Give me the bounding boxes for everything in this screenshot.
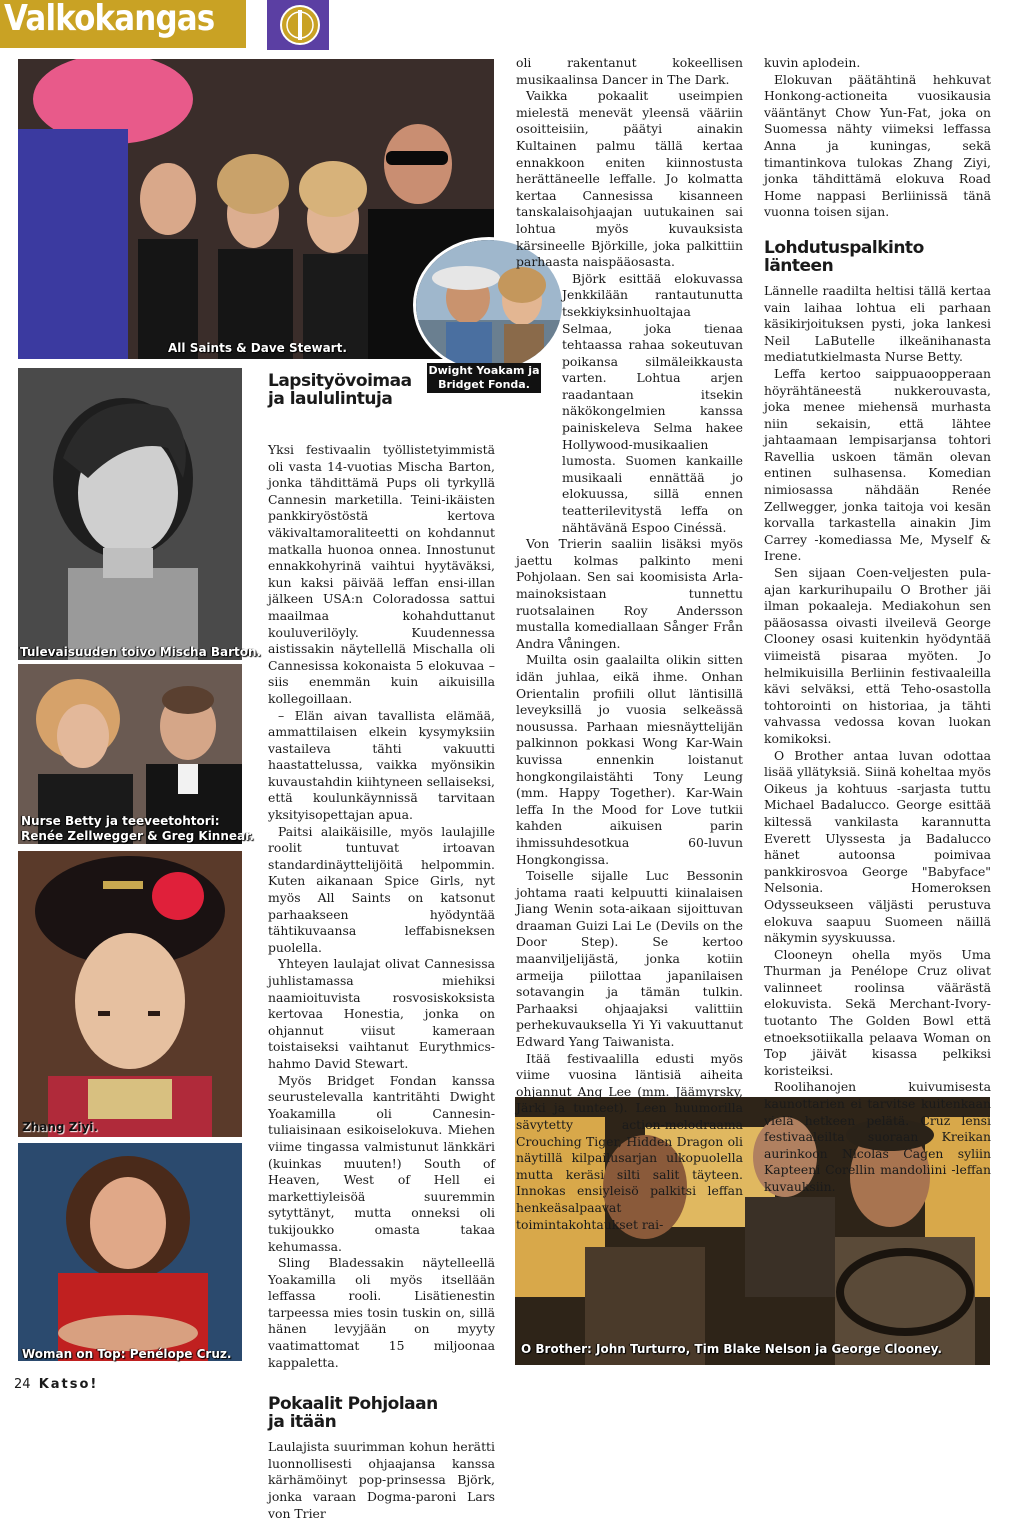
paragraph: Clooneyn ohella myös Uma Thurman ja Penélope Cruz olivat valinneet roolinsa väärästä elokuvista. Sekä Merchant-Ivory-tuotanto The Golden Bowl että etnoeksotiikalla pelaava Woman on Top jäivät kisassa pelkiksi koristeiksi. — [764, 946, 991, 1078]
photo-zhang-ziyi — [18, 851, 242, 1137]
heading-lohdutuspalkinto: Lohdutuspalkinto länteen — [764, 237, 924, 276]
paragraph: Sen sijaan Coen-veljesten pula-ajan karkurihupailu O Brother jäi ilman pokaaleja. Mediakohun sen pääosassa oivasti ilveilevä George Clooney osasi kuitenkin hyödyntää viimeistä pisaraa myöten. Jo helmikuisilla Berliinin festivaaleilla kävi selväksi, että Teho-osastolla tohtorointi on historiaa, ja tähti vahvassa vedossa kovan luokan komikoksi. — [764, 565, 991, 746]
paragraph: kuvin aplodein. — [764, 55, 861, 70]
page-number: 24 — [14, 1377, 31, 1392]
caption-all-saints: All Saints & Dave Stewart. — [168, 341, 347, 355]
paragraph: Muilta osin gaalailta olikin sitten idän juhlaa, eikä ihme. Onhan Orientalin profiili ollut läntisillä leveyksillä jo vuosia selkeässä nousussa. Parhaan miesnäyttelijän palkinnon pokkasi Wong Kar-Wain kuvissa ennenkin loistanut hongkongilaistähti Tony Leung (mm. Happy Together). Kar-Wain leffa In the Mood for Love tutkii kahden aikuisen parin ihmissuhdesotkua 60-luvun Hongkongissa. — [516, 652, 743, 867]
paragraph: Björk esittää elokuvassa Jenkkilään rantautunutta tsekkiyksinhuoltajaa Selmaa, joka tienaa tehtaassa rahaa sokeutuvan poikansa silmäleikkausta varten. Lohtua arjen raadantaan itsekin näkökongelmien kanssa painiskeleva Selma hakee Hollywood-musikaalien lumosta. Suomen kankaille musikaali ennättää jo elokuussa, sillä ennen teatterilevitystä leffa on nähtävänä Espoo Cinéssä. — [562, 270, 743, 535]
paragraph: Sling Bladessakin näytelleellä Yoakamilla oli myös itsellään leffassa rooli. Lisätienestin tarpeessa mies tosin tuskin on, sillä hänen levyjään on myyty vaatimattomat 15 miljoonaa kappaletta. — [268, 1255, 495, 1370]
caption-penelope-cruz: Woman on Top: Penélope Cruz. — [22, 1347, 232, 1361]
caption-mischa-barton: Tulevaisuuden toivo Mischa Barton. — [20, 645, 262, 659]
caption-nurse-betty — [21, 814, 254, 844]
column-1 — [268, 372, 495, 1522]
magazine-brand: Katso! — [38, 1377, 99, 1392]
heading-lapsityovoimaa: Lapsityövoimaa ja laululintuja — [268, 371, 412, 409]
paragraph: O Brother antaa luvan odottaa lisää yllätyksiä. Siinä koheltaa myös Oikeus ja kohtuus -sarjasta tuttu Michael Badalucco. George esittää kiltessä vankilasta karannutta Everett Ulyssesta ja Badalucco hänet autoonsa poimivaa pankkirosvoa George "Babyface" Nelsonia. Homeroksen Odysseukseen väljästi perustuva elokuva saapuu Suomeen näillä näkymin syyskuussa. — [764, 747, 991, 946]
paragraph: Roolihanojen kuivumisesta kaunottarien ei tarvitse kuitenkaan vielä hetkeen pelätä. Cruz lensi festivaaleilta suoraan Kreikan aurinkoon Nicolas Cagen syliin Kapteeni Corellin mandoliini -leffan kuvauksiin. — [764, 1079, 991, 1194]
column-3 — [764, 55, 991, 1196]
paragraph: Myös Bridget Fondan kanssa seurustelevalla kantritähti Dwight Yoakamilla oli Cannesin-tuliaisinaan esikoiselokuva. Miehen viime tingassa valmistunut länkkäri (kuinkas muuten!) South of Heaven, West of Hell ei markettiyleisöä suuremmin sytyttänyt, mutta onneksi oli tukijoukko omasta takaa kehumassa. — [268, 1072, 495, 1254]
photo-penelope-cruz — [18, 1143, 242, 1361]
paragraph: Von Trierin saaliin lisäksi myös jaettu kolmas palkinto meni Pohjolaan. Sen sai koomisista Arla-mainoksistaan tunnettu ruotsalainen Roy Andersson mustalla komediallaan Sånger Från Andra Våningen. — [516, 536, 743, 651]
section-title: Valkokangas — [4, 0, 215, 39]
caption-yoakam-line2: Bridget Fonda. — [438, 378, 530, 391]
section-header — [0, 0, 246, 48]
paragraph: Yhteyen laulajat olivat Cannesissa juhlistamassa miehiksi naamioituvista rosvosiskoksista kertovaa Honestia, jonka on ohjannut viisut kameraan toistaiseksi vaihtanut Eurythmics-hahmo David Stewart. — [268, 956, 495, 1071]
paragraph: – Elän aivan tavallista elämää, ammattilaisen elkein kysymyksiin vastaileva tähti vakuutti haastattelussa, vaikka myönsikin kuvaustahdin kiihtyneen sellaiseksi, että koulunkäynnissä tarvitaan yksityisopettajan apua. — [268, 707, 495, 823]
paragraph: Elokuvan päätähtinä hehkuvat Honkong-actioneita vuosikausia vääntänyt Chow Yun-Fat, joka on Suomessa nähty viimeksi leffassa Anna ja kuningas, sekä timantinkova tulokas Zhang Ziyi, jonka tähdittämä elokuva Road Home nappasi Berliinissä tänä vuonna toisen sijan. — [764, 71, 991, 220]
caption-nurse-betty-line1: Nurse Betty ja teeveetohtori: — [21, 814, 220, 828]
paragraph: Vaikka pokaalit useimpien mielestä menevät yleensä vääriin osoitteisiin, päätyi ainakin Kultainen palmu tällä kertaa ennakkoon eniten kiinnostusta herättäneelle leffalle. Jo kolmatta kertaa Cannesissa kisanneen tanskalaisohjaajan uutukainen sai lohtua myös kuvauksista kärsineelle Björkille, joka palkittiin parhaasta naispääosasta. — [516, 88, 743, 270]
page-footer — [14, 1377, 98, 1392]
paragraph: Lännelle raadilta heltisi tällä kertaa vain laihaa lohtua eli parhaan käsikirjoituksen pysti, joka lankesi Neil LaButelle ilkeänihanasta mediatutkielmasta Nurse Betty. — [764, 282, 991, 365]
paragraph: Paitsi alaikäisille, myös laulajille roolit tuntuvat irtoavan standardinäyttelijöitä helpommin. Kuten aikanaan Spice Girls, nyt myös All Saints on katsonut parhaakseen hyödyntää tähtikuvaansa leffabisneksen puolella. — [268, 823, 495, 955]
column-2 — [516, 55, 743, 1233]
heading-pokaalit-pohjolaan: Pokaalit Pohjolaan ja itään — [268, 1394, 438, 1433]
photo-mischa-barton — [18, 368, 242, 660]
caption-o-brother: O Brother: John Turturro, Tim Blake Nelson ja George Clooney. — [521, 1342, 942, 1356]
paragraph: Laulajista suurimman kohun herätti luonnollisesti ohjaajansa kanssa kärhämöinyt pop-prinsessa Björk, jonka varaan Dogma-paroni Lars von Trier — [268, 1439, 495, 1521]
caption-yoakam-line1: Dwight Yoakam ja — [428, 364, 540, 377]
paragraph: Leffa kertoo saippuaoopperaan höyrähtäneestä nukkerouvasta, joka menee miehensä murhasta niin sekaisin, että lähtee jahtaamaan lempisarjansa tohtori Ravellia uskoen tämän olevan entinen sulhasensa. Komedian nimiosassa nähdään Renée Zellwegger, jonka taitoja voi kesän korvalla tarkastella ainakin Jim Carrey -komediassa Me, Myself & Irene. — [764, 365, 991, 564]
paragraph: oli rakentanut kokeellisen musikaalinsa Dancer in The Dark. — [516, 55, 743, 87]
paragraph: Toiselle sijalle Luc Bessonin johtama raati kelpuutti kiinalaisen Jiang Wenin sota-aikaan sijoittuvan draaman Guizi Lai Le (Devils on the Door Step). Se kertoo maanviljelijästä, jonka kotiin armeija piilottaa japanilaisen sotavangin ja tämän tulkin. Parhaaksi ohjaajaksi valittiin perhekuvauksella Yi Yi vakuuttanut Edward Yang Taiwanista. — [516, 868, 743, 1050]
paragraph: Itää festivaalilla edusti myös viime vuosina läntisiä aiheita ohjannut Ang Lee (mm. Jäämyrsky, Järki ja tunteet). Leen huumorilla sävytetty action-melodraama Crouching Tiger, Hidden Dragon oli näytillä kilpailusarjan ulkopuolella mutta keräsi silti salit täyteen. Innokas ensiyleisö palkitsi leffan henkeäsalpaavat toimintakohtaukset rai- — [516, 1050, 743, 1232]
caption-zhang-ziyi: Zhang Ziyi. — [22, 1120, 98, 1134]
caption-nurse-betty-line2: Renée Zellwegger & Greg Kinnear. — [21, 829, 254, 843]
paragraph: Yksi festivaalin työllistetyimmistä oli vasta 14-vuotias Mischa Barton, jonka tähdittämä Pups oli tyrkyllä Cannesin marketilla. Teini-ikäisten pankkiryöstöstä kertova väkivaltamoraliteetti on kohdannut matkalla huonoa onnea. Innostunut ennakkohyrinä vaihtui hyytäväksi, kun kaksi päivää leffan ensi-illan jälkeen USA:n Coloradossa sattui maailmaa kohahduttanut kouluverilöyly. Kuudennessa aistissakin näytellellä Mischalla oli Cannesissa kokonaista 5 elokuvaa – siis enemmän kuin aikuisilla kollegoillaan. — [268, 442, 495, 706]
magazine-logo-icon — [267, 0, 329, 50]
